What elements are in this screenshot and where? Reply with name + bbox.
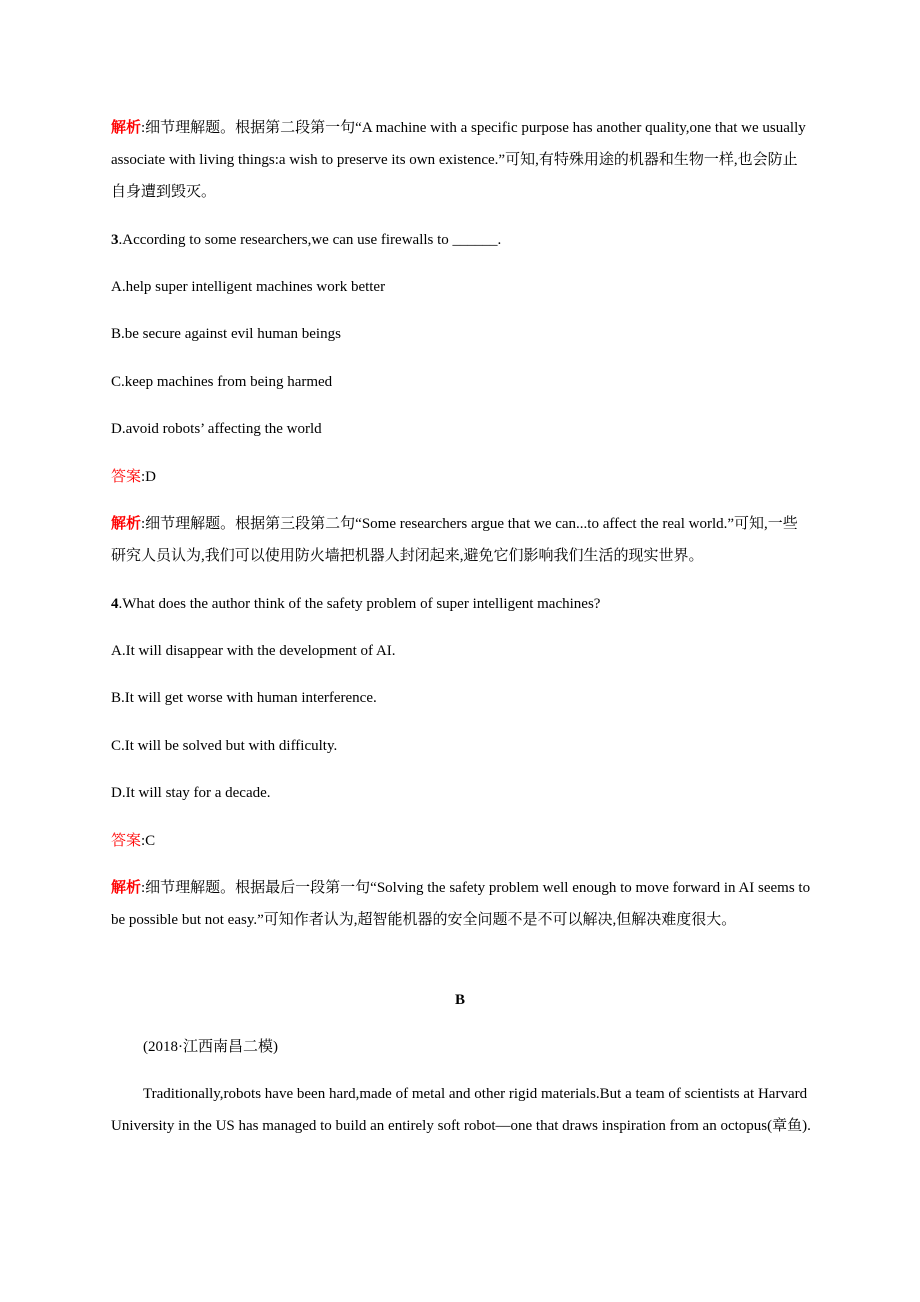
q3-answer [111, 461, 811, 493]
analysis-label: 解析 [111, 120, 142, 136]
q3-option-c: C.keep machines from being harmed [111, 374, 333, 390]
analysis-q2 [111, 112, 811, 208]
analysis-label: 解析 [111, 880, 142, 896]
answer-value: :D [141, 469, 157, 485]
q3-option-b: B.be secure against evil human beings [111, 326, 341, 342]
answer-label: 答案 [111, 469, 142, 485]
analysis-text: :细节理解题。根据第二段第一句“A machine with a specific purpose has another quality,one that we usually associate with living things:a wish to preserve its own existence.”可知,有特殊用途的机器和生物一样,也会防止自身遭到毁灭。 [111, 120, 806, 200]
question-number: 3 [111, 232, 119, 248]
q4-option-d: D.It will stay for a decade. [111, 785, 271, 801]
q3-option-d: D.avoid robots’ affecting the world [111, 421, 322, 437]
question-stem: .What does the author think of the safety problem of super intelligent machines? [118, 596, 601, 612]
q4-option-c: C.It will be solved but with difficulty. [111, 738, 338, 754]
question-number: 4 [111, 596, 119, 612]
passage-paragraph: Traditionally,robots have been hard,made of metal and other rigid materials.But a team of scientists at Harvard University in the US has managed to build an entirely soft robot—one that draws inspiration from an octopus(章鱼). [111, 1086, 811, 1134]
q4-option-a: A.It will disappear with the development of AI. [111, 643, 396, 659]
analysis-text: :细节理解题。根据第三段第二句“Some researchers argue that we can...to affect the real world.”可知,一些研究人员认为,我们可以使用防火墙把机器人封闭起来,避免它们影响我们生活的现实世界。 [111, 516, 798, 564]
answer-value: :C [141, 833, 156, 849]
answer-label: 答案 [111, 833, 142, 849]
q4-answer [111, 825, 811, 857]
analysis-q4 [111, 872, 811, 936]
analysis-text: :细节理解题。根据最后一段第一句“Solving the safety problem well enough to move forward in AI seems to be possible but not easy.”可知作者认为,超智能机器的安全问题不是不可以解决,但解决难度很大。 [111, 880, 811, 928]
q4-option-b: B.It will get worse with human interference. [111, 690, 377, 706]
question-3 [111, 224, 811, 256]
analysis-q3 [111, 508, 811, 572]
question-4 [111, 588, 811, 620]
passage-source: (2018·江西南昌二模) [143, 1039, 278, 1055]
section-heading: B [454, 992, 465, 1008]
q3-option-a: A.help super intelligent machines work better [111, 279, 386, 295]
analysis-label: 解析 [111, 516, 142, 532]
question-stem: .According to some researchers,we can use firewalls to ______. [118, 232, 502, 248]
